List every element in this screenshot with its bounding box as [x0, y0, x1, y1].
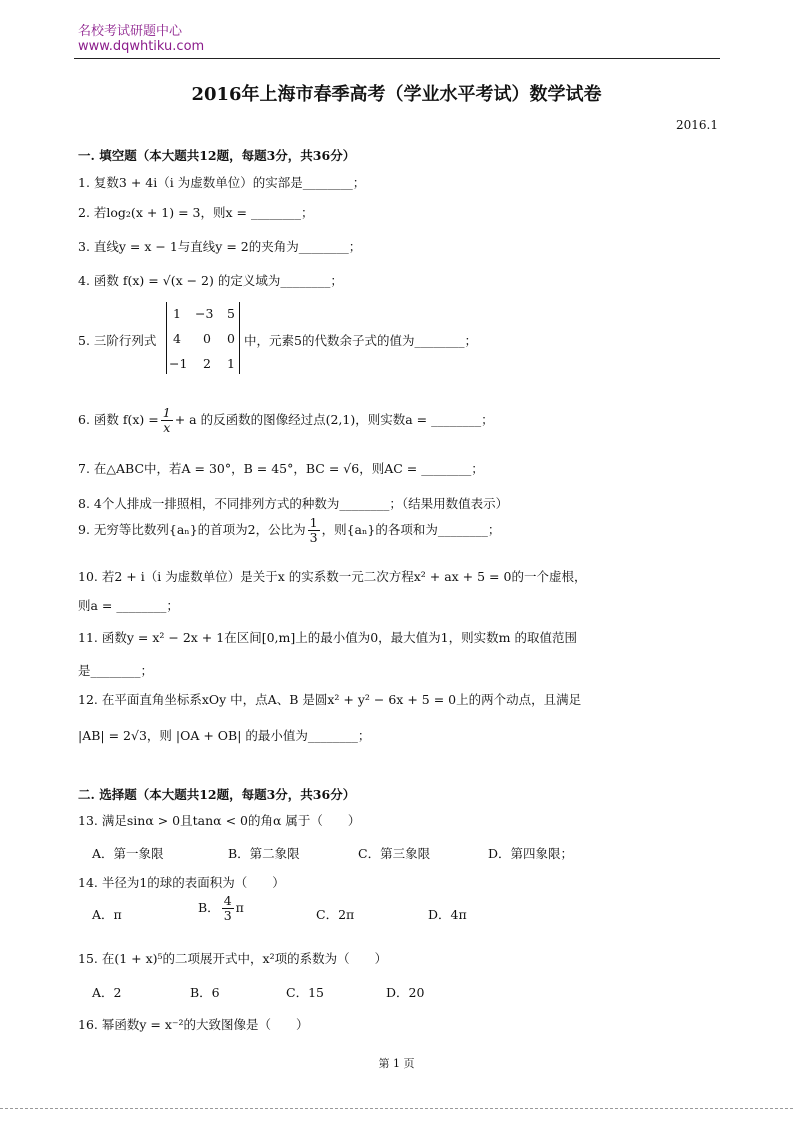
header-divider: [74, 58, 720, 59]
matrix-cell: 5: [227, 306, 235, 321]
option-a[interactable]: A．π: [92, 907, 122, 922]
matrix-cell: 2: [203, 356, 211, 371]
page-number: 第 1 页: [378, 1057, 415, 1070]
question-5-prefix: 5. 三阶行列式: [78, 333, 157, 348]
question-14: 14. 半径为1的球的表面积为（ ）: [78, 875, 285, 890]
fraction: [222, 894, 234, 923]
question-2: 2. 若log₂(x + 1) = 3，则x = ________；: [78, 205, 314, 220]
option-b-label: B．: [198, 899, 220, 915]
option-a[interactable]: A．2: [92, 985, 122, 1000]
question-10-line2: 则a = ________；: [78, 598, 179, 613]
option-c[interactable]: C．15: [286, 985, 324, 1000]
question-12-line2: |AB| = 2√3，则 |OA + OB| 的最小值为________；: [78, 728, 371, 743]
question-11-line2: 是________；: [78, 663, 154, 678]
fraction-denominator: x: [163, 419, 171, 435]
option-d[interactable]: D．第四象限；: [488, 846, 574, 861]
exam-date: 2016.1: [676, 118, 718, 132]
matrix-cell: 1: [173, 306, 181, 321]
question-4: 4. 函数 f(x) = √(x − 2) 的定义域为________；: [78, 273, 343, 288]
matrix-cell: 0: [227, 331, 235, 346]
option-a[interactable]: A．第一象限: [92, 846, 164, 861]
matrix-cell: −1: [169, 356, 188, 371]
question-7: 7. 在△ABC中，若A = 30°，B = 45°，BC = √6，则AC = ________；: [78, 461, 484, 476]
question-9: [78, 516, 500, 545]
matrix-cell: −3: [195, 306, 214, 321]
fraction: [308, 516, 320, 545]
brand-url[interactable]: www.dqwhtiku.com: [78, 39, 205, 54]
fraction-denominator: 3: [309, 529, 318, 545]
section1-heading: 一. 填空题（本大题共12题，每题3分，共36分）: [78, 148, 356, 163]
page-title: 2016年上海市春季高考（学业水平考试）数学试卷: [191, 84, 602, 105]
fraction-numerator: 1: [309, 515, 318, 530]
option-b-suffix: π: [235, 899, 244, 915]
footer-divider: [0, 1108, 793, 1109]
question-9-prefix: 9. 无穷等比数列{aₙ}的首项为2，公比为: [78, 521, 306, 537]
fraction-denominator: 3: [223, 907, 232, 923]
option-d[interactable]: D．4π: [428, 907, 467, 922]
option-c[interactable]: C．第三象限: [358, 846, 431, 861]
option-d[interactable]: D．20: [386, 985, 425, 1000]
fraction-numerator: 4: [223, 893, 232, 908]
determinant-matrix: [166, 302, 240, 374]
fraction-numerator: 1: [162, 405, 171, 420]
question-1: 1. 复数3 + 4i（i 为虚数单位）的实部是________；: [78, 175, 366, 190]
question-10-line1: 10. 若2 + i（i 为虚数单位）是关于x 的实系数一元二次方程x² + ax + 5 = 0的一个虚根，: [78, 569, 587, 584]
option-b[interactable]: [198, 894, 244, 923]
question-13: 13. 满足sinα > 0且tanα < 0的角α 属于（ ）: [78, 813, 361, 828]
matrix-cell: 1: [227, 356, 235, 371]
matrix-cell: 0: [203, 331, 211, 346]
question-3: 3. 直线y = x − 1与直线y = 2的夹角为________；: [78, 239, 362, 254]
question-11-line1: 11. 函数y = x² − 2x + 1在区间[0,m]上的最小值为0，最大值为1，则实数m 的取值范围: [78, 630, 577, 645]
matrix-cell: 4: [173, 331, 181, 346]
fraction: [161, 406, 173, 435]
question-12-line1: 12. 在平面直角坐标系xOy 中，点A、B 是圆x² + y² − 6x + 5 = 0上的两个动点，且满足: [78, 692, 582, 707]
section2-heading: 二. 选择题（本大题共12题，每题3分，共36分）: [78, 787, 356, 802]
question-6-prefix: 6. 函数 f(x) =: [78, 411, 159, 427]
question-6: [78, 406, 494, 435]
question-15: 15. 在(1 + x)⁵的二项展开式中，x²项的系数为（ ）: [78, 951, 388, 966]
brand-name: 名校考试研题中心: [78, 24, 183, 39]
question-16: 16. 幂函数y = x⁻²的大致图像是（ ）: [78, 1017, 309, 1032]
question-9-suffix: ，则{aₙ}的各项和为________；: [321, 521, 501, 537]
question-5-suffix: 中，元素5的代数余子式的值为________；: [244, 333, 477, 348]
option-c[interactable]: C．2π: [316, 907, 355, 922]
question-8: 8. 4个人排成一排照相，不同排列方式的种数为________；（结果用数值表示）: [78, 496, 509, 511]
option-b[interactable]: B．第二象限: [228, 846, 300, 861]
option-b[interactable]: B．6: [190, 985, 220, 1000]
question-6-suffix: + a 的反函数的图像经过点(2,1)，则实数a = ________；: [174, 411, 494, 427]
